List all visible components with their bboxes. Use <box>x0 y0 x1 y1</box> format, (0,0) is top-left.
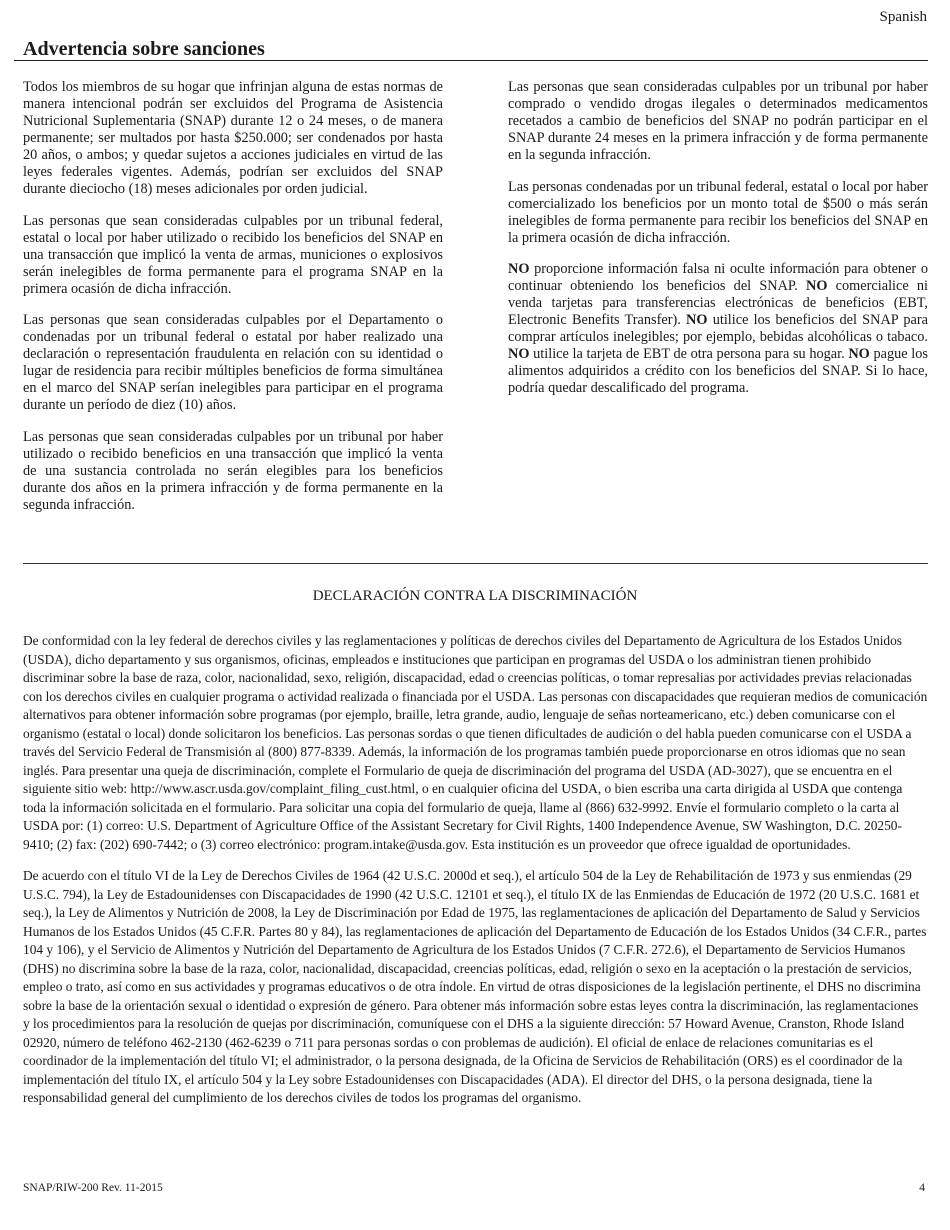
declaration-paragraph: De acuerdo con el título VI de la Ley de Derechos Civiles de 1964 (42 U.S.C. 2000d et seq.), el artículo 504 de la Ley de Rehabilitación de 1973 y sus enmiendas (29 U.S.C. 794), la Ley de Estadounidenses con Discapacidades de 1990 (42 U.S.C. 12101 et seq.), el título IX de las Enmiendas de Educación de 1972 (20 U.S.C. 1681 et seq.), la Ley de Alimentos y Nutrición de 2008, la Ley de Discriminación por Edad de 1975, las reglamentaciones de aplicación del Departamento de Salud y Servicios Humanos de los Estados Unidos (45 C.F.R. Partes 80 y 84), las reglamentaciones de aplicación del Departamento de Educación de los Estados Unidos (34 C.F.R., partes 104 y 106), y el Servicio de Alimentos y Nutrición del Departamento de Agricultura de los Estados Unidos (7 C.F.R. 272.6), el Departamento de Servicios Humanos (DHS) no discrimina sobre la base de la raza, color, nacionalidad, discapacidad, creencias políticas, edad, religión o sexo en la aceptación o la prestación de servicios, empleo o trato, así como en sus actividades y programas educativos o de otra índole. En virtud de otras disposiciones de la legislación pertinente, el DHS no discrimina sobre la base de la orientación sexual o identidad o expresión de género. Para obtener más información sobre estas leyes contra la discriminación, las reglamentaciones y los procedimientos para la resolución de quejas por discriminación, comuníquese con el DHS a la siguiente dirección: 57 Howard Avenue, Cranston, Rhode Island 02920, número de teléfono 462-2130 (462-6239 o 711 para personas sordas o con problemas de audición). El oficial de enlace de relaciones comunitarias es el coordinador de la implementación del título VI; el administrador, o la persona designada, de la Oficina de Servicios de Rehabilitación (ORS) es el coordinador de la implementación del título IX, el artículo 504 y la Ley sobre Estadounidenses con Discapacidades (ADA). El director del DHS, o la persona designada, tiene la responsabilidad general del cumplimiento de los derechos civiles de todos los programas del organismo. <box>23 868 927 1105</box>
declaration-body <box>23 632 928 1121</box>
prohibition-text: pague los alimentos adquiridos a crédito con los beneficios del SNAP. Si lo hace, podría quedar descalificado del programa. <box>508 346 928 396</box>
page-title: Advertencia sobre sanciones <box>23 38 265 60</box>
declaration-title: DECLARACIÓN CONTRA LA DISCRIMINACIÓN <box>312 588 638 604</box>
form-identifier: SNAP/RIW-200 Rev. 11-2015 <box>23 1182 163 1194</box>
penalties-right-column <box>508 79 928 412</box>
language-label: Spanish <box>879 9 927 25</box>
no-emphasis: NO <box>806 278 828 294</box>
penalty-paragraph: Las personas condenadas por un tribunal federal, estatal o local por haber comercializado los beneficios por un monto total de $500 o más serán inelegibles de forma permanente para recibir los beneficios del SNAP en la primera ocasión de dicha infracción. <box>508 178 929 246</box>
no-emphasis: NO <box>848 346 870 362</box>
page-number: 4 <box>919 1182 925 1194</box>
title-divider <box>14 60 928 61</box>
no-emphasis: NO <box>686 312 708 328</box>
penalty-paragraph: Las personas que sean consideradas culpables por un tribunal por haber utilizado o recibido beneficios en una transacción que implicó la venta de una sustancia controlada no serán elegibles para los beneficios durante dos años en la primera infracción y de forma permanente en la segunda infracción. <box>23 428 443 513</box>
declaration-paragraph: De conformidad con la ley federal de derechos civiles y las reglamentaciones y políticas de derechos civiles del Departamento de Agricultura de los Estados Unidos (USDA), dicho departamento y sus organismos, oficinas, empleados e instituciones que participan en programas del USDA o los administran tienen prohibido discriminar sobre la base de raza, color, nacionalidad, sexo, religión, discapacidad, edad o creencias políticas, o tomar represalias por actividades previas relacionadas con los derechos civiles en cualquier programa o actividad realizada o financiada por el USDA. Las personas con discapacidades que requieran medios de comunicación alternativos para obtener información sobre programas (por ejemplo, braille, letra grande, audio, lenguaje de señas norteamericano, etc.) deben comunicarse con el organismo (estatal o local) donde solicitaron los beneficios. Las personas sordas o que tienen dificultades de audición o del habla pueden comunicarse con el USDA a través del Servicio Federal de Transmisión al (800) 877-8339. Además, la información de los programas también puede proporcionarse en otros idiomas que no sean inglés. Para presentar una queja de discriminación, complete el Formulario de queja de discriminación del programa del USDA (AD-3027), que se encuentra en el siguiente sitio web: http://www.ascr.usda.gov/complaint_filing_cust.html, o en cualquier oficina del USDA, o bien escriba una carta dirigida al USDA que contenga toda la información solicitada en el formulario. Para solicitar una copia del formulario de queja, llame al (866) 632-9992. Envíe el formulario completo o la carta al USDA por: (1) correo: U.S. Department of Agriculture Office of the Assistant Secretary for Civil Rights, 1400 Independence Avenue, SW Washington, D.C. 20250-9410; (2) fax: (202) 690-7442; o (3) correo electrónico: program.intake@usda.gov. Esta institución es un proveedor que ofrece igualdad de oportunidades. <box>23 633 928 852</box>
prohibition-text: utilice la tarjeta de EBT de otra persona para su hogar. <box>529 346 849 362</box>
prohibitions-paragraph <box>508 261 928 397</box>
penalty-paragraph: Las personas que sean consideradas culpables por un tribunal federal, estatal o local por haber utilizado o recibido los beneficios del SNAP en una transacción que implicó la venta de armas, municiones o explosivos serán inelegibles de forma permanente para el programa SNAP en la primera ocasión de dicha infracción. <box>23 212 443 297</box>
prohibition-text: proporcione información falsa ni oculte información para obtener o continuar obteniendo los beneficios del SNAP. <box>508 261 928 294</box>
section-divider <box>23 563 928 564</box>
penalties-left-column <box>23 79 443 528</box>
prohibition-text: comercialice ni venda tarjetas para transferencias electrónicas de beneficios (EBT, Electronic Benefits Transfer). <box>508 278 929 328</box>
penalty-paragraph: Las personas que sean consideradas culpables por un tribunal por haber comprado o vendido drogas ilegales o determinados medicamentos recetados a cambio de beneficios del SNAP no podrán participar en el SNAP durante 24 meses en la primera infracción y de forma permanente en la segunda infracción. <box>508 79 928 163</box>
penalty-paragraph: Todos los miembros de su hogar que infrinjan alguna de estas normas de manera intencional podrán ser excluidos del Programa de Asistencia Nutricional Suplementaria (SNAP) durante 12 o 24 meses, o de manera permanente; ser multados por hasta $250.000; ser condenados por hasta 20 años, o ambos; y quedar sujetos a acciones judiciales en virtud de las leyes federales vigentes. Además, podrían ser excluidos del SNAP durante dieciocho (18) meses adicionales por orden judicial. <box>23 79 443 197</box>
no-emphasis: NO <box>508 346 530 362</box>
prohibition-text: utilice los beneficios del SNAP para comprar artículos inelegibles; por ejemplo, bebidas alcohólicas o tabaco. <box>508 312 929 345</box>
penalty-paragraph: Las personas que sean consideradas culpables por el Departamento o condenadas por un tribunal federal o estatal por haber realizado una declaración o representación fraudulenta en relación con su identidad o lugar de residencia para recibir múltiples beneficios de forma simultánea en el marco del SNAP serían inelegibles para participar en el programa durante un período de diez (10) años. <box>23 312 443 413</box>
no-emphasis: NO <box>508 261 530 277</box>
